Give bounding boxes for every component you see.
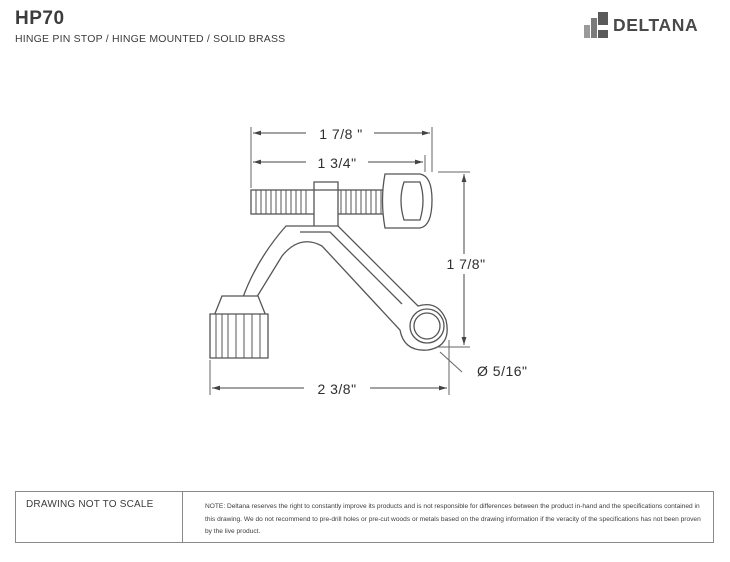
product-code-title: HP70 <box>15 8 65 29</box>
footer-note-box <box>15 491 714 543</box>
disclaimer-note: NOTE: Deltana reserves the right to constantly improve its products and is not responsible for differences between the product in-hand and the specifications contained in this drawing. We do not recommend to pre-drill holes or pre-cut woods or metals based on the drawing information if the veracity of the specifications has not been proven by the live product. <box>205 503 701 535</box>
rubber-bumper <box>210 314 268 358</box>
dim-label-rod-length: 1 3/4" <box>317 155 357 171</box>
product-description: HINGE PIN STOP / HINGE MOUNTED / SOLID BRASS <box>15 33 286 45</box>
dim-label-height: 1 7/8" <box>446 256 486 272</box>
hinge-pin-stop-outline <box>210 174 447 358</box>
neck-collar <box>214 296 266 316</box>
brand-name: DELTANA <box>613 14 699 35</box>
dim-label-top-width: 1 7/8 " <box>319 126 363 142</box>
dim-label-bottom-width: 2 3/8" <box>317 381 357 397</box>
scale-note: DRAWING NOT TO SCALE <box>16 492 183 542</box>
pin-hole <box>414 313 440 339</box>
dim-label-hole-diameter: Ø 5/16" <box>477 363 528 379</box>
